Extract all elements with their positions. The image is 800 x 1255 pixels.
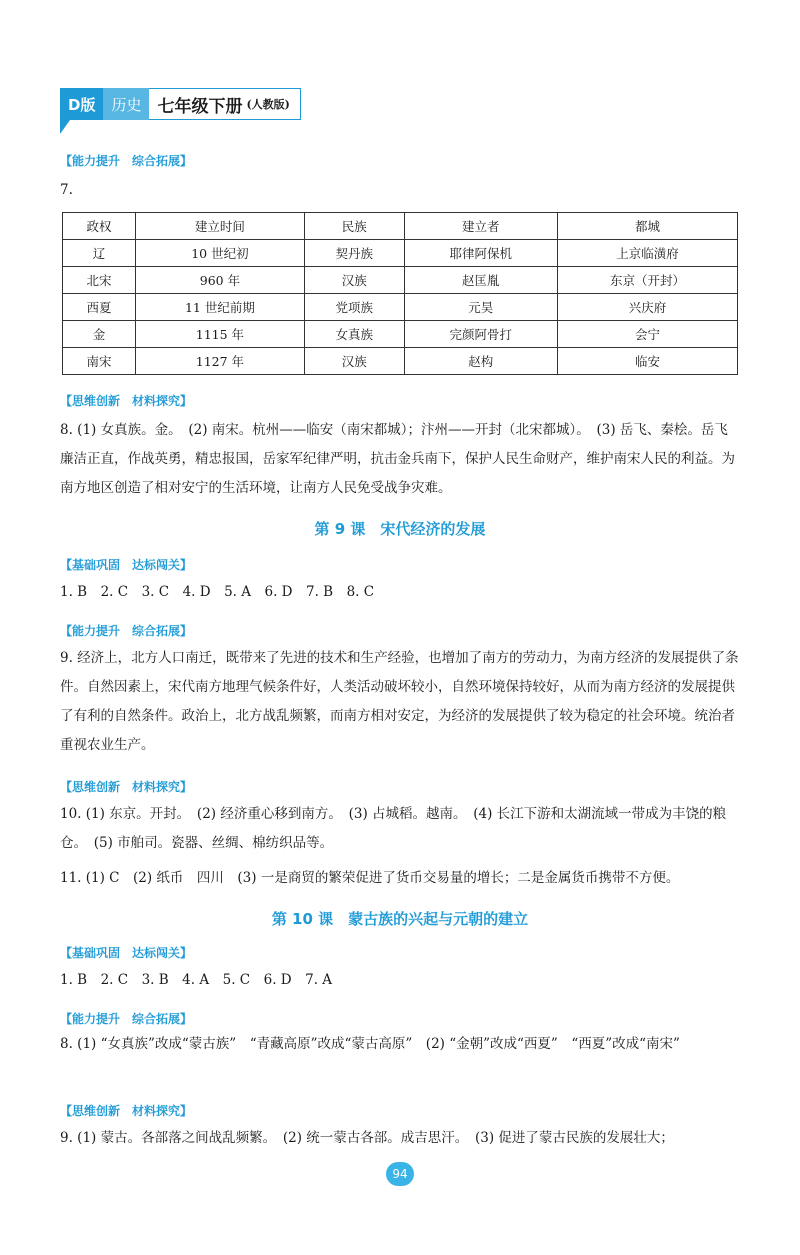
section-heading: 【思维创新 材料探究】 [60, 394, 193, 408]
lesson-9-choices: 1. B 2. C 3. C 4. D 5. A 6. D 7. B 8. C [60, 584, 375, 600]
table-cell: 契丹族 [304, 240, 404, 267]
lesson-10-answer-9: 9. (1) 蒙古。各部落之间战乱频繁。 (2) 统一蒙古各部。成吉思汗。 (3) 促进了蒙古民族的发展壮大； [60, 1130, 674, 1146]
table-cell: 汉族 [304, 267, 404, 294]
answer-8: 8. (1) 女真族。金。 (2) 南宋。杭州——临安（南宋都城）；汴州——开封（北宋都城）。 (3) 岳飞、秦桧。岳飞廉洁正直，作战英勇，精忠报国，岳家军纪律严明，抗击金兵南下，保护人民生命财产，维护南宋人民的利益。为南方地区创造了相对安宁的生活环境，让南方人民免受战争灾难。 [60, 422, 735, 496]
table-cell: 会宁 [557, 321, 737, 348]
table-cell: 女真族 [304, 321, 404, 348]
lesson-10-title: 第 10 课 蒙古族的兴起与元朝的建立 [271, 910, 529, 928]
table-cell: 汉族 [304, 348, 404, 375]
section-heading: 【思维创新 材料探究】 [60, 780, 193, 794]
page-number: 94 [386, 1162, 414, 1186]
section-heading: 【能力提升 综合拓展】 [60, 624, 193, 638]
section-heading: 【思维创新 材料探究】 [60, 1104, 193, 1118]
table-header-cell: 政权 [63, 213, 136, 240]
lesson-9-answer-9: 9. 经济上，北方人口南迁，既带来了先进的技术和生产经验，也增加了南方的劳动力，为南方经济的发展提供了条件。自然因素上，宋代南方地理气候条件好，人类活动破坏较小，自然环境保持较好，从而为南方经济的发展提供了有利的自然条件。政治上，北方战乱频繁，而南方相对安定，为经济的发展提供了较为稳定的社会环境。统治者重视农业生产。 [60, 650, 739, 753]
table-row [63, 240, 738, 267]
table-cell: 10 世纪初 [135, 240, 304, 267]
table-header-cell: 建立者 [404, 213, 557, 240]
section-heading: 【基础巩固 达标闯关】 [60, 946, 193, 960]
table-cell: 兴庆府 [557, 294, 737, 321]
question-7-label: 7. [60, 182, 73, 198]
lesson-10-choices: 1. B 2. C 3. B 4. A 5. C 6. D 7. A [60, 972, 333, 988]
table-header-cell: 民族 [304, 213, 404, 240]
table-cell: 耶律阿保机 [404, 240, 557, 267]
table-cell: 元昊 [404, 294, 557, 321]
section-heading: 【能力提升 综合拓展】 [60, 154, 193, 168]
subject-label: 历史 [103, 88, 149, 120]
table-cell: 11 世纪前期 [135, 294, 304, 321]
lesson-9-answer-11: 11. (1) C (2) 纸币 四川 (3) 一是商贸的繁荣促进了货币交易量的增长；二是金属货币携带不方便。 [60, 870, 680, 886]
table-row [63, 294, 738, 321]
table-cell: 1127 年 [135, 348, 304, 375]
table-cell: 完颜阿骨打 [404, 321, 557, 348]
table-row [63, 348, 738, 375]
table-cell: 赵匡胤 [404, 267, 557, 294]
table-cell: 赵构 [404, 348, 557, 375]
table-header-row [63, 213, 738, 240]
regime-table [62, 212, 738, 375]
edition-badge: D版 [60, 88, 103, 120]
table-row [63, 321, 738, 348]
table-cell: 1115 年 [135, 321, 304, 348]
table-header-cell: 都城 [557, 213, 737, 240]
page-header [60, 88, 301, 120]
lesson-10-answer-8: 8. (1) “女真族”改成“蒙古族” “青藏高原”改成“蒙古高原” (2) “金朝”改成“西夏” “西夏”改成“南宋” [60, 1036, 680, 1052]
table-cell: 南宋 [63, 348, 136, 375]
table-cell: 辽 [63, 240, 136, 267]
lesson-9-answer-10: 10. (1) 东京。开封。 (2) 经济重心移到南方。 (3) 占城稻。越南。 (4) 长江下游和太湖流域一带成为丰饶的粮仓。 (5) 市舶司。瓷器、丝绸、棉纺织品等。 [60, 806, 727, 851]
grade-label: 七年级下册 [157, 96, 243, 117]
table-header-cell: 建立时间 [135, 213, 304, 240]
table-cell: 党项族 [304, 294, 404, 321]
edition-label: (人教版) [246, 98, 290, 111]
book-title [149, 88, 300, 120]
table-cell: 上京临潢府 [557, 240, 737, 267]
section-heading: 【能力提升 综合拓展】 [60, 1012, 193, 1026]
table-row [63, 267, 738, 294]
lesson-9-title: 第 9 课 宋代经济的发展 [314, 520, 486, 538]
table-cell: 北宋 [63, 267, 136, 294]
table-cell: 东京（开封） [557, 267, 737, 294]
table-cell: 临安 [557, 348, 737, 375]
table-cell: 金 [63, 321, 136, 348]
table-cell: 西夏 [63, 294, 136, 321]
table-cell: 960 年 [135, 267, 304, 294]
section-heading: 【基础巩固 达标闯关】 [60, 558, 193, 572]
